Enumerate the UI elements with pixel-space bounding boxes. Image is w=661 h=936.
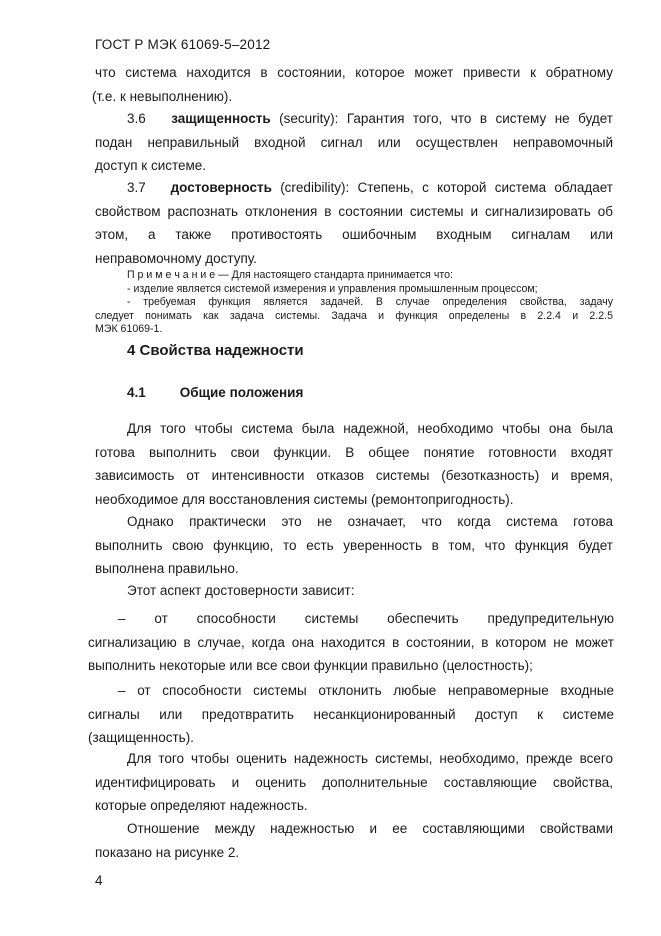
text-line: – от способности системы обеспечить предупредительную (118, 611, 614, 626)
text-line: зависимость от интенсивности отказов системы (безотказность) и время, (95, 468, 613, 483)
text-line: Однако практически это не означает, что когда система готова (127, 514, 613, 529)
definition-text: (credibility): Степень, с которой система обладает (280, 180, 613, 195)
definition-credibility (95, 176, 613, 270)
text-line: выполнена правильно. (95, 561, 239, 576)
text-line: выполнить некоторые или все свои функции правильно (целостность); (88, 658, 533, 673)
defined-term: защищенность (171, 111, 271, 126)
text-line: сигнализацию в случае, когда она находится в состоянии, в котором не может (88, 634, 614, 650)
text-line: свойством распознать отклонения в состоянии системы и сигнализировать об (95, 203, 613, 219)
text-line: доступ к системе. (95, 158, 207, 173)
section-heading: 4 Свойства надежности (127, 342, 304, 359)
text-line: подан неправильный входной сигнал или осуществлен неправомочный (95, 134, 613, 150)
clause-number: 3.7 (127, 180, 146, 195)
text-line: необходимое для восстановления системы (ремонтопригодность). (95, 491, 514, 507)
clause-number: 3.6 (127, 111, 146, 126)
note-text: МЭК 61069-1. (95, 323, 163, 336)
paragraph (95, 417, 613, 511)
text-line: показано на рисунке 2. (95, 844, 240, 860)
list-item (88, 607, 614, 678)
definition-security (95, 107, 613, 178)
note-block (95, 269, 613, 337)
paragraph (95, 747, 613, 818)
text-line: – от способности системы отклонить любые неправомерные входные (118, 683, 614, 698)
paragraph (95, 817, 613, 864)
text-line: выполнить свою функцию, то есть уверенность в том, что функция будет (95, 537, 613, 553)
text-line: Этот аспект достоверности зависит: (127, 583, 355, 598)
text-line: Отношение между надежностью и ее составляющими свойствами (127, 821, 613, 836)
text-line: готова выполнить свои функции. В общее понятие готовности входят (95, 444, 613, 460)
document-header: ГОСТ Р МЭК 61069-5–2012 (95, 37, 271, 52)
paragraph (127, 579, 354, 603)
definition-first-line (95, 176, 613, 200)
subsection-title: Общие положения (179, 385, 304, 400)
note-text: следует понимать как задача системы. Задача и функция определены в 2.2.4 и 2.2.5 (95, 309, 613, 322)
text-line: Для того чтобы система была надежной, необходимо чтобы она была (127, 421, 613, 436)
text-line: неправомочному доступу. (95, 250, 257, 266)
paragraph (95, 510, 613, 581)
text-line: которые определяют надежность. (95, 798, 308, 813)
text-line: идентифицировать и оценить дополнительные составляющие свойства, (95, 774, 613, 790)
note-item: - изделие является системой измерения и управления промышленным процессом; (127, 282, 538, 295)
text-line: (т.е. к невыполнению). (92, 88, 233, 104)
text-line: Для того чтобы оценить надежность системы, необходимо, прежде всего (127, 751, 613, 766)
list-item (88, 679, 614, 750)
subsection-number: 4.1 (127, 385, 146, 400)
note-title: П р и м е ч а н и е — Для настоящего стандарта принимается что: (127, 269, 453, 281)
text-line: (защищенность). (88, 730, 194, 745)
text-line: этом, а также противостоять ошибочным входным сигналам или (95, 227, 613, 242)
note-item: - требуемая функция является задачей. В случае определения свойства, задачу (127, 296, 613, 309)
page-number: 4 (95, 873, 103, 888)
continuation-paragraph (92, 61, 613, 108)
text-line: сигналы или предотвратить несанкционированный доступ к системе (88, 706, 614, 722)
text-line: что система находится в состоянии, которое может привести к обратному (95, 65, 613, 80)
definition-first-line (95, 107, 613, 131)
subsection-heading (127, 385, 303, 400)
defined-term: достоверность (170, 180, 272, 195)
definition-text: (security): Гарантия того, что в систему не будет (279, 111, 613, 126)
